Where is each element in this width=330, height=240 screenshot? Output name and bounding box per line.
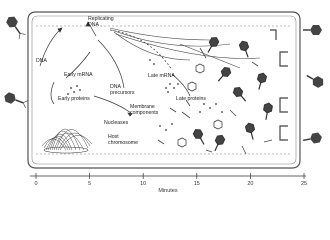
released-phage-right-bottom [302, 132, 322, 145]
label-membrane-components: Membrane components [130, 104, 159, 116]
assembled-phages [192, 36, 273, 153]
axis-tick-label: 25 [300, 181, 308, 187]
time-axis [30, 173, 307, 194]
label-replicating-dna: Replicating DNA [88, 16, 114, 28]
axis-ticks [34, 173, 307, 187]
label-dna: DNA [36, 58, 47, 64]
attaching-phage-left [3, 91, 29, 109]
axis-tick-label: 10 [140, 181, 147, 187]
bacterial-cell [28, 12, 300, 168]
label-host-chromosome: Host chromosome [108, 134, 138, 146]
label-early-proteins: Early proteins [58, 96, 90, 102]
protein-dots [67, 59, 223, 131]
axis-tick-label: 20 [247, 181, 254, 187]
label-late-proteins: Late proteins [176, 96, 206, 102]
label-dna-precursors: DNA precursors [110, 84, 135, 96]
host-chromosome-drawing [42, 129, 92, 153]
axis-tick-label: 15 [193, 181, 200, 187]
released-phage-right-top [303, 25, 322, 35]
replicating-dna-strands [110, 28, 260, 68]
attaching-phage-top-left [4, 14, 26, 39]
membrane-brackets [270, 30, 288, 140]
released-phage-right-mid [304, 71, 325, 89]
axis-tick-label: 5 [88, 181, 92, 187]
label-nucleases: Nucleases [104, 120, 129, 126]
axis-tick-label: 0 [34, 181, 38, 187]
axis-title: Minutes [158, 188, 178, 194]
label-late-mrna: Late mRNA [148, 73, 175, 79]
label-early-mrna: Early mRNA [64, 72, 93, 78]
